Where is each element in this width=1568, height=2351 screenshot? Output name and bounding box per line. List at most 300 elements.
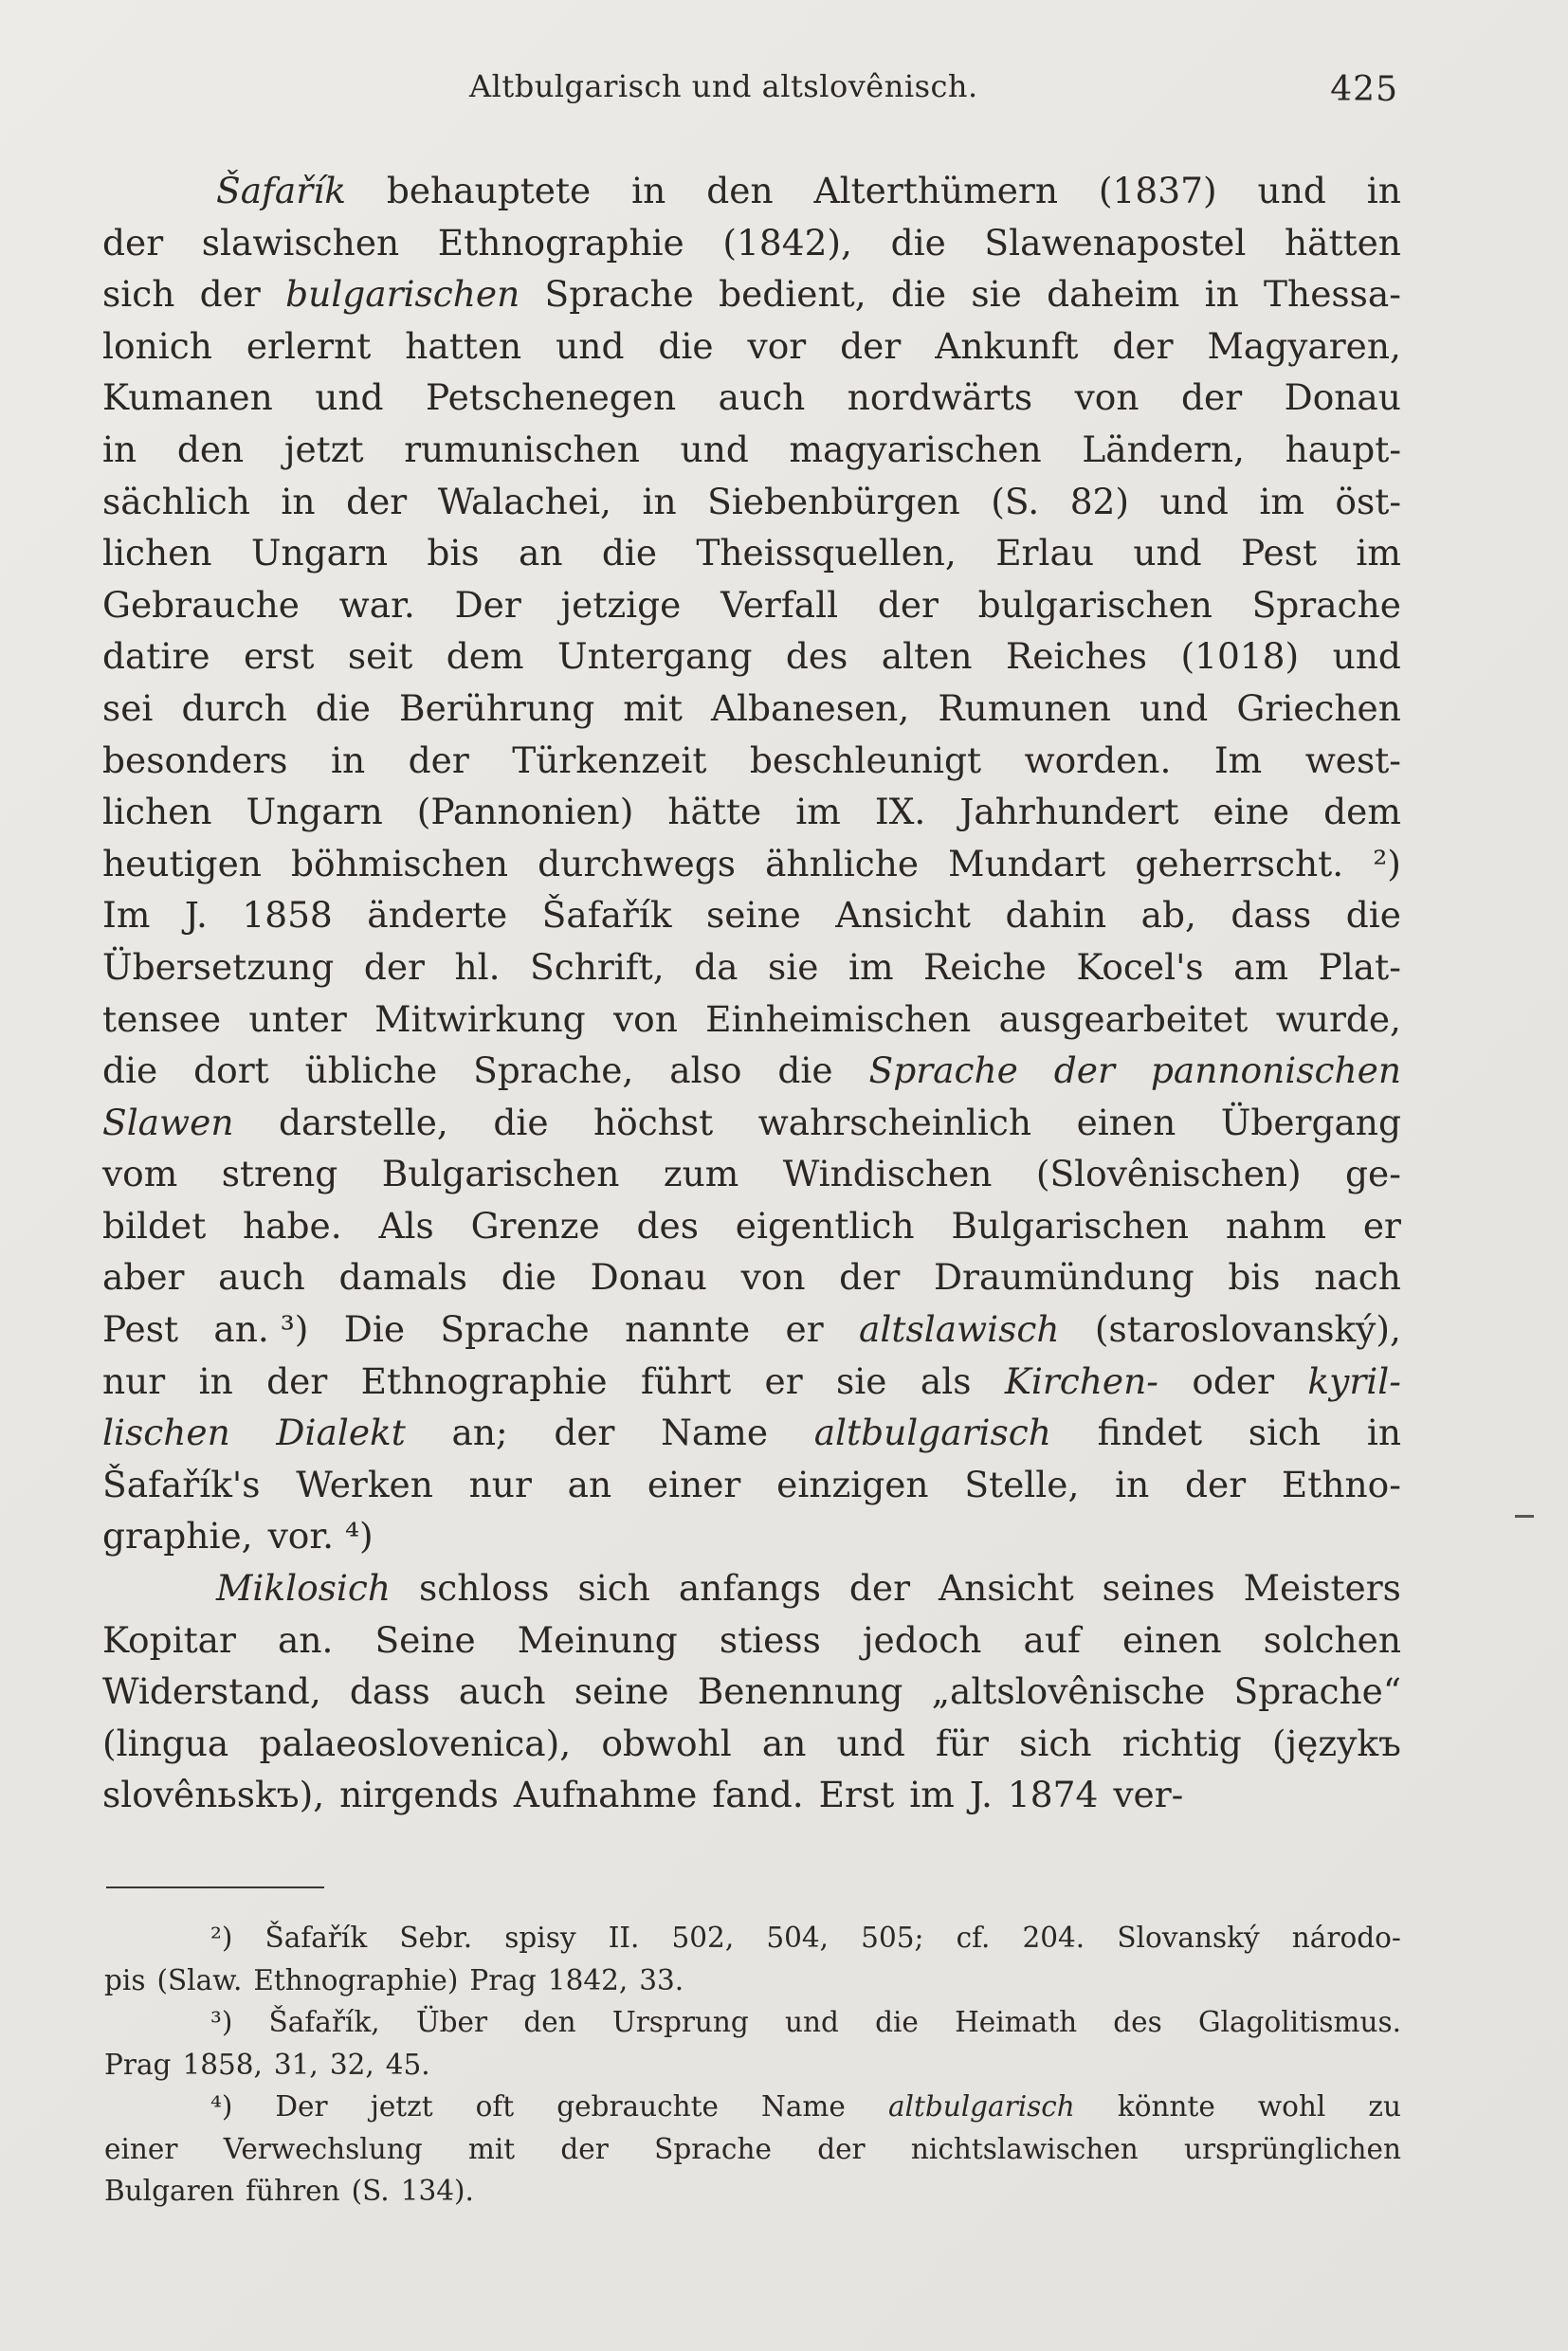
- word: Mundart: [948, 842, 1106, 884]
- word: unter: [248, 997, 347, 1040]
- word: bis: [1228, 1256, 1281, 1299]
- word: bis: [427, 532, 480, 574]
- word: vor. ⁴): [267, 1515, 374, 1558]
- word: der: [1112, 324, 1174, 367]
- body-line: [102, 1666, 1401, 1718]
- word: anfangs: [678, 1567, 821, 1610]
- word: der: [102, 221, 164, 264]
- word: 502,: [671, 1922, 735, 1954]
- word: Šafařík: [541, 894, 672, 937]
- word: war.: [338, 583, 415, 626]
- word: ²): [1373, 842, 1401, 884]
- word: altbulgarisch: [813, 1412, 1051, 1454]
- footnotes: [104, 1917, 1401, 2213]
- body-line: [102, 838, 1401, 890]
- word: Donau: [1284, 376, 1401, 419]
- word: beschleunigt: [749, 738, 982, 781]
- word: altslawisch: [859, 1308, 1060, 1351]
- word: lichen: [102, 791, 212, 833]
- word: Jahrhundert: [959, 791, 1179, 833]
- word: änderte: [367, 894, 508, 937]
- word: jedoch: [862, 1618, 982, 1661]
- word: hätte: [667, 791, 762, 833]
- word: im: [909, 1774, 955, 1816]
- word: der: [346, 480, 408, 522]
- word: (1018): [1180, 635, 1300, 678]
- word: darstelle,: [278, 1101, 448, 1143]
- body-line: [102, 683, 1401, 735]
- body-line: [102, 1769, 1401, 1821]
- word: (lingua: [102, 1722, 229, 1764]
- word: lichen: [102, 532, 212, 574]
- word: Über: [415, 2006, 488, 2038]
- footnote-rule: [106, 1886, 324, 1888]
- word: Stelle,: [964, 1463, 1080, 1505]
- word: in: [331, 738, 366, 781]
- word: stiess: [719, 1618, 821, 1661]
- word: 1874: [1007, 1774, 1099, 1816]
- body-line: [102, 786, 1401, 838]
- word: sie: [971, 273, 1022, 316]
- word: dem: [446, 635, 524, 678]
- word: der: [363, 945, 425, 988]
- body-line: [102, 630, 1401, 683]
- word: im: [1259, 480, 1304, 522]
- word: slawischen: [201, 221, 400, 264]
- word: Übergang: [1220, 1101, 1401, 1143]
- body-line: [102, 1510, 1401, 1562]
- word: (Slovênischen): [1035, 1153, 1302, 1195]
- word: slovênьskъ),: [102, 1774, 325, 1816]
- word: ab,: [1140, 894, 1196, 937]
- word: der: [1181, 376, 1243, 419]
- word: und: [315, 376, 384, 419]
- word: Ungarn: [246, 791, 383, 833]
- body-line: [102, 993, 1401, 1046]
- word: seit: [347, 635, 413, 678]
- word: durchwegs: [538, 842, 736, 884]
- word: 32,: [329, 2048, 374, 2081]
- word: Im: [1213, 738, 1263, 781]
- word: durch: [181, 686, 287, 729]
- word: Griechen: [1236, 686, 1401, 729]
- word: nichtslawischen: [910, 2132, 1139, 2165]
- body-line: [102, 1200, 1401, 1252]
- word: des: [785, 635, 848, 678]
- word: an;: [451, 1412, 508, 1454]
- word: der: [1053, 1049, 1115, 1092]
- body-text: [102, 165, 1401, 1821]
- word: Kopitar: [102, 1618, 236, 1661]
- running-head: Altbulgarisch und altslovênisch.: [469, 68, 978, 104]
- word: wurde,: [1275, 997, 1401, 1040]
- word: Benennung: [697, 1670, 903, 1713]
- word: Seine: [374, 1618, 476, 1661]
- word: und: [836, 1722, 905, 1764]
- word: in: [102, 428, 137, 470]
- word: nirgends: [339, 1774, 499, 1816]
- word: an: [761, 1722, 807, 1764]
- word: 45.: [385, 2048, 430, 2081]
- word: ⁴): [210, 2090, 233, 2123]
- word: findet: [1097, 1412, 1203, 1454]
- word: könnte: [1117, 2090, 1215, 2123]
- body-line: [102, 735, 1401, 787]
- word: mit: [623, 686, 683, 729]
- word: übliche: [304, 1049, 438, 1092]
- word: Slovanský: [1117, 1922, 1260, 1954]
- word: Glagolitismus.: [1197, 2006, 1401, 2038]
- word: von: [612, 997, 678, 1040]
- word: 1858: [242, 894, 333, 937]
- word: bulgarischen: [285, 273, 520, 316]
- body-line: [102, 1356, 1401, 1408]
- word: 504,: [766, 1922, 830, 1954]
- word: er: [764, 1359, 803, 1402]
- word: 1842,: [547, 1963, 629, 1996]
- word: IX.: [874, 791, 926, 833]
- word: Türkenzeit: [512, 738, 707, 781]
- word: pannonischen: [1150, 1049, 1401, 1092]
- word: dahin: [1005, 894, 1107, 937]
- word: sich: [102, 273, 175, 316]
- word: Windischen: [782, 1153, 993, 1195]
- word: erst: [243, 635, 315, 678]
- word: magyarischen: [789, 428, 1042, 470]
- word: dass: [349, 1670, 430, 1713]
- word: oder: [1192, 1359, 1275, 1402]
- word: (S.: [991, 480, 1040, 522]
- word: Ethnographie): [253, 1963, 459, 1996]
- word: Verfall: [720, 583, 839, 626]
- word: seines: [1102, 1567, 1215, 1610]
- word: der: [266, 1359, 328, 1402]
- word: der: [199, 273, 261, 316]
- word: Ländern,: [1082, 428, 1245, 470]
- body-line: [102, 1097, 1401, 1149]
- word: nahm: [1225, 1204, 1327, 1247]
- word: die: [501, 1256, 556, 1299]
- word: Miklosich: [216, 1567, 392, 1610]
- word: Draumündung: [933, 1256, 1194, 1299]
- word: auch: [458, 1670, 546, 1713]
- word: einen: [1121, 1618, 1222, 1661]
- word: 82): [1069, 480, 1130, 522]
- word: und: [556, 324, 625, 367]
- word: Magyaren,: [1207, 324, 1401, 367]
- word: die: [875, 2006, 919, 2038]
- word: daheim: [1047, 273, 1180, 316]
- word: erlernt: [246, 324, 372, 367]
- word: Gebrauche: [102, 583, 300, 626]
- body-line: [102, 579, 1401, 631]
- word: nur: [468, 1463, 532, 1505]
- word: Ankunft: [935, 324, 1079, 367]
- body-line: [102, 1148, 1401, 1200]
- word: die: [601, 532, 658, 574]
- word: „altslovênische: [931, 1670, 1206, 1713]
- word: böhmischen: [291, 842, 509, 884]
- word: hätten: [1284, 221, 1401, 264]
- body-line: [102, 941, 1401, 993]
- footnote-line: [104, 2044, 1401, 2087]
- body-line: [102, 1303, 1401, 1356]
- word: Šafařík: [264, 1922, 368, 1954]
- word: Meisters: [1243, 1567, 1401, 1610]
- word: Bulgaren: [104, 2175, 235, 2207]
- word: die: [1345, 894, 1401, 937]
- word: 204.: [1022, 1922, 1085, 1954]
- word: von: [740, 1256, 806, 1299]
- word: Widerstand,: [102, 1670, 321, 1713]
- word: Šafařík,: [268, 2006, 380, 2038]
- word: sächlich: [102, 480, 250, 522]
- word: Bulgarischen: [951, 1204, 1190, 1247]
- word: ursprünglichen: [1183, 2132, 1401, 2165]
- word: Pest: [102, 1308, 179, 1351]
- word: öst-: [1335, 480, 1401, 522]
- word: im: [848, 945, 894, 988]
- word: den: [523, 2006, 576, 2038]
- page-header: [104, 66, 1398, 114]
- word: Prag: [104, 2048, 172, 2081]
- word: geherrscht.: [1135, 842, 1344, 884]
- word: führen: [246, 2175, 340, 2207]
- word: in: [1366, 1412, 1401, 1454]
- word: Ansicht: [939, 1567, 1074, 1610]
- word: Slawenapostel: [984, 221, 1247, 264]
- word: 134).: [400, 2175, 474, 2207]
- word: Albanesen,: [710, 686, 910, 729]
- word: in: [1115, 1463, 1150, 1505]
- word: Pest: [1241, 532, 1318, 574]
- word: heutigen: [102, 842, 262, 884]
- word: in: [1204, 273, 1239, 316]
- word: Verwechslung: [223, 2132, 423, 2165]
- body-line: [102, 1718, 1401, 1770]
- word: des: [1113, 2006, 1162, 2038]
- word: führt: [640, 1359, 732, 1402]
- word: Aufnahme: [513, 1774, 698, 1816]
- word: aber: [102, 1256, 185, 1299]
- word: seine: [574, 1670, 669, 1713]
- word: von: [1074, 376, 1140, 419]
- word: er: [1362, 1204, 1401, 1247]
- word: Šafařík's: [102, 1463, 261, 1505]
- body-line: [102, 1407, 1401, 1459]
- word: Ethno-: [1281, 1463, 1401, 1505]
- word: (1842),: [722, 221, 852, 264]
- word: Sprache: [1251, 583, 1401, 626]
- word: Schrift,: [530, 945, 665, 988]
- word: Heimath: [955, 2006, 1078, 2038]
- word: in: [281, 480, 316, 522]
- body-line: [102, 217, 1401, 269]
- word: Der: [454, 583, 521, 626]
- word: Name: [761, 2090, 846, 2123]
- word: Walachei,: [437, 480, 611, 522]
- word: eigentlich: [735, 1204, 915, 1247]
- word: Der: [275, 2090, 328, 2123]
- word: Einheimischen: [705, 997, 972, 1040]
- word: spisy: [504, 1922, 576, 1954]
- word: und: [1257, 170, 1326, 211]
- body-line: [102, 320, 1401, 373]
- word: II.: [608, 1922, 640, 1954]
- word: gebrauchte: [556, 2090, 719, 2123]
- word: schloss: [419, 1567, 550, 1610]
- word: sie: [768, 945, 819, 988]
- word: der: [560, 2132, 609, 2165]
- word: im: [1356, 532, 1401, 574]
- word: (Slaw.: [156, 1963, 243, 1996]
- word: Slawen: [102, 1101, 234, 1143]
- word: Theissquellen,: [696, 532, 957, 574]
- word: die: [890, 273, 947, 316]
- word: Die: [343, 1308, 406, 1351]
- word: der: [1185, 1463, 1247, 1505]
- word: Name: [661, 1412, 769, 1454]
- word: Bulgarischen: [381, 1153, 620, 1195]
- word: der: [408, 738, 469, 781]
- word: und: [1159, 480, 1229, 522]
- word: jetzt: [370, 2090, 433, 2123]
- word: Werken: [296, 1463, 433, 1505]
- word: auch: [718, 376, 806, 419]
- word: bulgarischen: [977, 583, 1212, 626]
- word: Kocel's: [1076, 945, 1204, 988]
- word: Sprache: [544, 273, 694, 316]
- word: haupt-: [1285, 428, 1401, 470]
- body-line: [102, 476, 1401, 528]
- word: Ansicht: [835, 894, 971, 937]
- word: obwohl: [601, 1722, 732, 1764]
- word: Im: [102, 894, 151, 937]
- word: am: [1233, 945, 1289, 988]
- word: Meinung: [517, 1618, 678, 1661]
- word: Untergang: [557, 635, 753, 678]
- word: besonders: [102, 738, 288, 781]
- word: einer: [647, 1463, 741, 1505]
- word: J.: [184, 894, 208, 937]
- word: die: [315, 686, 371, 729]
- word: Rumunen: [938, 686, 1111, 729]
- word: ver-: [1113, 1774, 1184, 1816]
- word: nur: [102, 1359, 166, 1402]
- word: der: [554, 1412, 615, 1454]
- word: mit: [467, 2132, 516, 2165]
- word: sie: [836, 1359, 887, 1402]
- word: Kirchen-: [1004, 1359, 1158, 1402]
- word: pis: [104, 1963, 146, 1996]
- word: Siebenbürgen: [707, 480, 960, 522]
- word: sich: [1019, 1722, 1092, 1764]
- word: west-: [1304, 738, 1401, 781]
- word: und: [1133, 532, 1202, 574]
- word: tensee: [102, 997, 222, 1040]
- word: dass: [1231, 894, 1312, 937]
- word: fand.: [712, 1774, 804, 1816]
- word: vor: [747, 324, 807, 367]
- word: 505;: [861, 1922, 924, 1954]
- word: des: [636, 1204, 699, 1247]
- word: im: [795, 791, 841, 833]
- word: vom: [102, 1153, 178, 1195]
- word: richtig: [1121, 1722, 1242, 1764]
- word: nannte: [625, 1308, 751, 1351]
- word: hl.: [454, 945, 501, 988]
- body-line: [102, 1045, 1401, 1097]
- word: (1837): [1098, 170, 1217, 211]
- word: Als: [378, 1204, 434, 1247]
- word: wahrscheinlich: [757, 1101, 1032, 1143]
- word: Sprache“: [1233, 1670, 1401, 1713]
- word: Ursprung: [611, 2006, 749, 2038]
- footnote-line: [104, 2170, 1401, 2213]
- word: die: [777, 1049, 833, 1092]
- word: der: [817, 2132, 866, 2165]
- word: alten: [881, 635, 973, 678]
- word: Sprache: [654, 2132, 772, 2165]
- word: nach: [1314, 1256, 1401, 1299]
- word: die: [493, 1101, 549, 1143]
- footnote-line: [104, 2086, 1401, 2128]
- word: Sprache,: [473, 1049, 634, 1092]
- word: da: [694, 945, 738, 988]
- word: Reiche: [923, 945, 1047, 988]
- body-line: [102, 1459, 1401, 1511]
- body-line: [102, 889, 1401, 941]
- word: als: [920, 1359, 972, 1402]
- word: palaeoslovenica),: [259, 1722, 572, 1764]
- word: rumunischen: [404, 428, 640, 470]
- word: Alterthümern: [813, 170, 1058, 211]
- word: Ungarn: [250, 532, 389, 574]
- word: ³): [210, 2006, 233, 2038]
- word: ausgearbeitet: [998, 997, 1249, 1040]
- word: lischen: [102, 1412, 230, 1454]
- word: in: [198, 1359, 233, 1402]
- word: auf: [1023, 1618, 1081, 1661]
- word: altbulgarisch: [887, 2090, 1075, 2123]
- word: höchst: [593, 1101, 714, 1143]
- word: datire: [102, 635, 210, 678]
- word: der: [840, 324, 902, 367]
- word: dort: [193, 1049, 269, 1092]
- word: (staroslovanský),: [1094, 1308, 1401, 1351]
- word: in: [631, 170, 666, 211]
- word: Plat-: [1318, 945, 1401, 988]
- word: cf.: [956, 1922, 991, 1954]
- word: Donau: [590, 1256, 707, 1299]
- word: der: [839, 1256, 901, 1299]
- word: streng: [221, 1153, 338, 1195]
- word: der: [848, 1567, 911, 1610]
- word: jetzt: [283, 428, 364, 470]
- word: habe.: [243, 1204, 342, 1247]
- word: ²): [210, 1922, 233, 1954]
- body-line: [102, 372, 1401, 424]
- word: Mitwirkung: [374, 997, 586, 1040]
- word: zu: [1368, 2090, 1401, 2123]
- word: Dialekt: [276, 1412, 406, 1454]
- word: einen: [1076, 1101, 1176, 1143]
- word: Kumanen: [102, 376, 273, 419]
- word: Ethnographie: [360, 1359, 608, 1402]
- word: 1858,: [182, 2048, 263, 2081]
- word: 31,: [273, 2048, 319, 2081]
- word: an. ³): [213, 1308, 309, 1351]
